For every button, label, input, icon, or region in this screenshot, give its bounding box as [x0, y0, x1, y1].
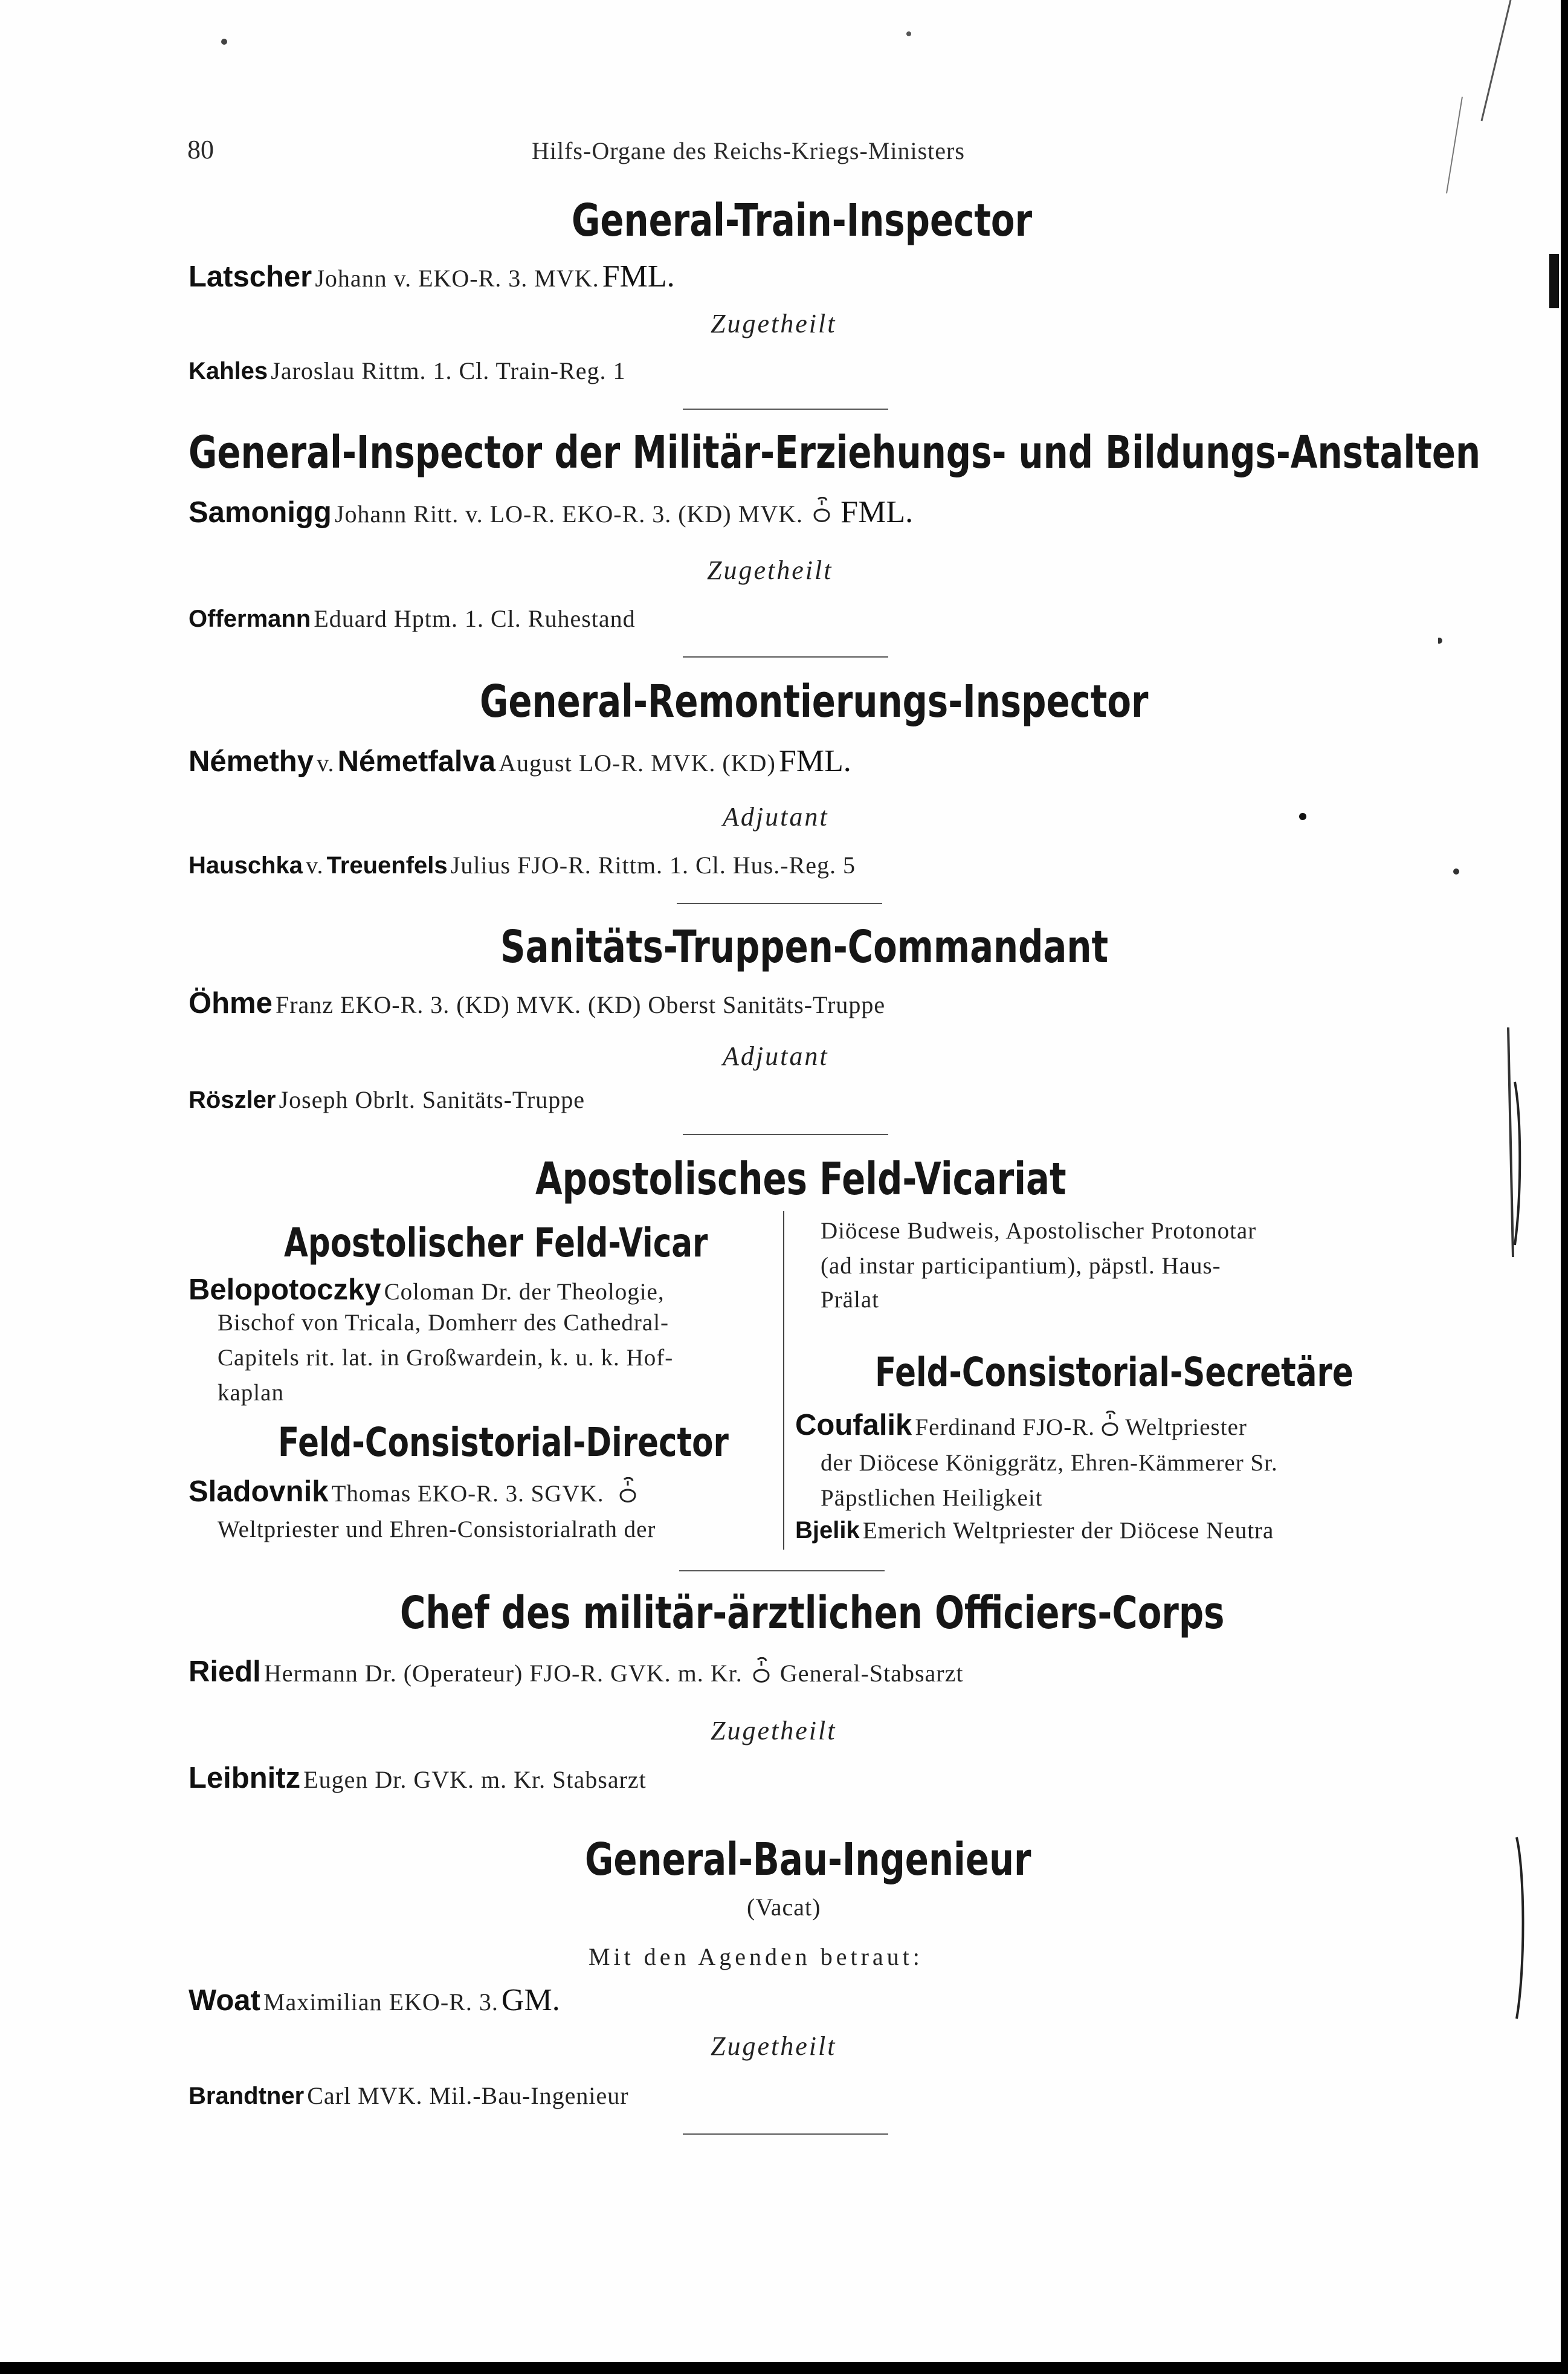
detail-line: Bischof von Tricala, Domherr des Cathedral-	[218, 1310, 669, 1336]
detail-line: Prälat	[821, 1287, 879, 1313]
person-name: Offermann	[189, 606, 311, 632]
subsection-title: Apostolischer Feld-Vicar	[284, 1220, 708, 1266]
assigned-label: Zugetheilt	[707, 555, 833, 585]
section-title: General-Bau-Ingenieur	[585, 1834, 1031, 1886]
rank: General-Stabsarzt	[779, 1660, 964, 1687]
subsection-title: Feld-Consistorial-Secretäre	[875, 1349, 1353, 1396]
person-name-part: Németfalva	[337, 745, 496, 778]
person-name: Némethy	[189, 745, 314, 778]
person-detail: Maximilian EKO-R. 3.	[263, 1988, 498, 2016]
assigned-label: Zugetheilt	[711, 2031, 837, 2061]
divider	[677, 903, 882, 904]
section-title: General-Train-Inspector	[572, 195, 1033, 247]
section-title: General-Remontierungs-Inspector	[480, 676, 1149, 728]
person-detail: Julius FJO-R. Rittm. 1. Cl. Hus.-Reg. 5	[450, 852, 856, 879]
divider	[683, 1134, 888, 1135]
entry-secretary	[795, 1517, 1274, 1544]
person-name: Sladovnik	[189, 1475, 329, 1508]
person-detail: Johann v. EKO-R. 3. MVK.	[315, 265, 599, 292]
person-name: Öhme	[189, 987, 273, 1020]
detail-line: (ad instar participantium), päpstl. Haus-	[821, 1253, 1221, 1279]
entry-head	[189, 986, 885, 1020]
order-cross-icon	[749, 1657, 773, 1689]
entry-vicar	[189, 1273, 665, 1307]
order-cross-icon	[616, 1477, 640, 1509]
ink-spot	[906, 31, 911, 36]
person-detail: Emerich Weltpriester der Diöcese Neutra	[862, 1518, 1274, 1544]
entry-head	[189, 494, 913, 530]
person-name: Latscher	[189, 260, 312, 293]
section-title: Sanitäts-Truppen-Commandant	[500, 921, 1109, 973]
section-title: Chef des militär-ärztlichen Officiers-Corps	[400, 1587, 1225, 1639]
section-title: Apostolisches Feld-Vicariat	[535, 1153, 1066, 1205]
subsection-title: Feld-Consistorial-Director	[278, 1419, 729, 1466]
assigned-label: Zugetheilt	[711, 309, 837, 338]
section-title: General-Inspector der Militär-Erziehungs- und Bildungs-Anstalten	[189, 427, 1481, 479]
detail-line: Capitels rit. lat. in Großwardein, k. u. k. Hof-	[218, 1345, 674, 1371]
divider	[679, 1570, 885, 1571]
person-name: Riedl	[189, 1655, 261, 1688]
entry-assigned	[189, 2081, 629, 2110]
divider	[683, 2133, 888, 2135]
person-name: Coufalik	[795, 1409, 912, 1441]
divider	[683, 409, 888, 410]
entry-adjutant	[189, 1085, 585, 1114]
person-detail: Carl MVK. Mil.-Bau-Ingenieur	[307, 2082, 629, 2109]
entry-assigned	[189, 604, 636, 633]
rank: GM.	[501, 1983, 560, 2017]
divider	[683, 656, 888, 658]
person-name: Brandtner	[189, 2083, 305, 2109]
rank: FML.	[840, 495, 914, 529]
assigned-label: Zugetheilt	[711, 1716, 837, 1745]
ink-spot	[1299, 813, 1306, 820]
person-name: Samonigg	[189, 496, 332, 529]
detail-line: Päpstlichen Heiligkeit	[821, 1485, 1043, 1511]
person-name: Hauschka	[189, 852, 303, 879]
entry-assigned	[189, 357, 626, 385]
adjutant-label: Adjutant	[723, 1041, 829, 1071]
person-detail: Ferdinand FJO-R.	[915, 1414, 1095, 1440]
detail-line: der Diöcese Königgrätz, Ehren-Kämmerer Sr.	[821, 1450, 1278, 1476]
ink-spot	[221, 39, 227, 45]
person-name: Bjelik	[795, 1517, 860, 1544]
vacat-note: (Vacat)	[747, 1894, 821, 1921]
person-detail: Joseph Obrlt. Sanitäts-Truppe	[279, 1086, 585, 1113]
person-detail: Jaroslau Rittm. 1. Cl. Train-Reg. 1	[271, 357, 626, 384]
column-separator	[783, 1211, 784, 1550]
entry-assigned	[189, 1761, 647, 1795]
entry-head	[189, 1982, 560, 2018]
order-cross-icon	[1098, 1411, 1122, 1442]
person-detail: Eduard Hptm. 1. Cl. Ruhestand	[314, 605, 636, 632]
rank: FML.	[778, 744, 851, 778]
entry-adjutant: Hauschka v. Treuenfels Julius FJO-R. Rittm. 1. Cl. Hus.-Reg. 5	[189, 852, 856, 879]
person-detail: August LO-R. MVK. (KD)	[498, 749, 776, 777]
agenda-note: Mit den Agenden betraut:	[589, 1943, 923, 1970]
person-name: Belopotoczky	[189, 1273, 381, 1306]
scan-edge-artifacts	[1438, 0, 1561, 2362]
person-detail: Eugen Dr. GVK. m. Kr. Stabsarzt	[303, 1766, 647, 1793]
entry-secretary: Coufalik Ferdinand FJO-R. Weltpriester	[795, 1409, 1247, 1441]
person-name-part: Treuenfels	[326, 852, 448, 879]
rank: FML.	[602, 259, 675, 294]
order-cross-icon	[810, 497, 834, 528]
person-name: Woat	[189, 1984, 260, 2017]
entry-head: Némethy v. Németfalva August LO-R. MVK. (KD) FML.	[189, 744, 851, 778]
person-detail: Franz EKO-R. 3. (KD) MVK. (KD) Oberst Sanitäts-Truppe	[275, 991, 886, 1018]
running-title: Hilfs-Organe des Reichs-Kriegs-Ministers	[532, 137, 965, 164]
person-detail: Hermann Dr. (Operateur) FJO-R. GVK. m. Kr.	[263, 1660, 743, 1687]
person-detail: Coloman Dr. der Theologie,	[384, 1279, 665, 1305]
page-number: 80	[187, 135, 214, 164]
detail-line: Weltpriester und Ehren-Consistorialrath der	[218, 1516, 656, 1542]
detail-line: kaplan	[218, 1380, 284, 1406]
person-name: Leibnitz	[189, 1762, 301, 1794]
person-detail: Johann Ritt. v. LO-R. EKO-R. 3. (KD) MVK.	[334, 500, 803, 528]
entry-head	[189, 1655, 963, 1689]
person-name: Röszler	[189, 1087, 276, 1113]
person-name: Kahles	[189, 358, 268, 384]
entry-director	[189, 1475, 640, 1509]
adjutant-label: Adjutant	[723, 802, 829, 832]
detail-line: Diöcese Budweis, Apostolischer Protonotar	[821, 1218, 1257, 1244]
entry-head	[189, 259, 675, 294]
person-detail: Thomas EKO-R. 3. SGVK.	[331, 1481, 604, 1507]
